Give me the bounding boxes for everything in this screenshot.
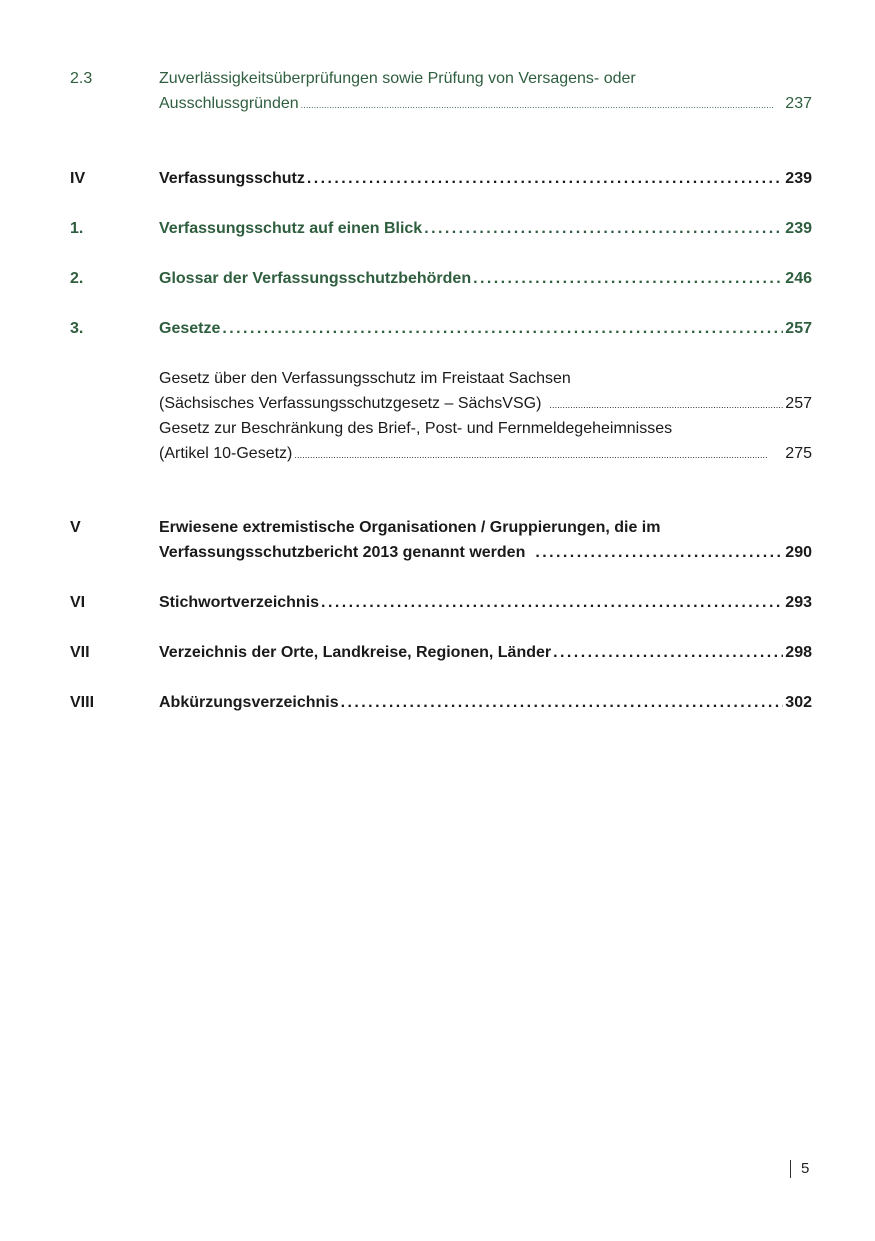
toc-page: 257	[785, 395, 812, 412]
toc-entry-2[interactable]	[70, 266, 812, 291]
toc-leader-line	[159, 690, 812, 715]
toc-page: 293	[785, 594, 812, 611]
toc-number: V	[70, 519, 81, 536]
toc-title: Stichwortverzeichnis	[159, 594, 320, 611]
toc-entry-3[interactable]	[70, 316, 812, 341]
toc-number: 2.3	[70, 70, 93, 87]
toc-title: Glossar der Verfassungsschutzbehörden	[159, 270, 472, 287]
toc-entry-2-3[interactable]	[70, 66, 812, 112]
toc-title: Verzeichnis der Orte, Landkreise, Regionen, Länder	[159, 644, 552, 661]
toc-leader-line	[159, 166, 812, 191]
toc-leader-line	[159, 590, 812, 615]
toc-page: 290	[785, 544, 812, 561]
toc-number: VIII	[70, 694, 95, 711]
toc-page: 246	[785, 270, 812, 287]
toc-title-line-2: Ausschlussgründen	[159, 95, 299, 112]
toc-title: Gesetze	[159, 320, 221, 337]
toc-page: 257	[785, 320, 812, 337]
toc-number: 3.	[70, 320, 84, 337]
leader-dots	[307, 166, 783, 191]
toc-leader-line	[159, 216, 812, 241]
toc-page: 239	[785, 170, 812, 187]
toc-title-line-1: Zuverlässigkeitsüberprüfungen sowie Prüfung von Versagens- oder	[159, 70, 636, 87]
toc-title: Verfassungsschutz auf einen Blick	[159, 220, 423, 237]
toc-page: 275	[785, 445, 812, 462]
leader-dots	[321, 590, 783, 615]
leader-dots	[553, 640, 783, 665]
toc-title: Abkürzungsverzeichnis	[159, 694, 339, 711]
toc-entry-vii[interactable]	[70, 640, 812, 665]
leader-dots	[473, 266, 783, 291]
toc-leader-line	[159, 441, 812, 466]
toc-entry-viii[interactable]	[70, 690, 812, 715]
toc-title-line-1: Erwiesene extremistische Organisationen / Gruppierungen, die im	[159, 519, 661, 536]
toc-title-line-2: (Sächsisches Verfassungsschutzgesetz – SächsVSG)	[159, 395, 542, 412]
toc-leader-line	[159, 640, 812, 665]
toc-entry-iv[interactable]	[70, 166, 812, 191]
page-number: 5	[801, 1160, 810, 1177]
toc-title-line-2: (Artikel 10-Gesetz)	[159, 445, 293, 462]
toc-number: VII	[70, 644, 90, 661]
toc-entry-vi[interactable]	[70, 590, 812, 615]
toc-page: 239	[785, 220, 812, 237]
toc-number: 2.	[70, 270, 84, 287]
toc-title: Verfassungsschutz	[159, 170, 305, 187]
footer-divider	[790, 1160, 791, 1178]
page-footer	[790, 1160, 809, 1178]
leader-dots	[341, 690, 784, 715]
toc-leader-line	[159, 316, 812, 341]
toc-entry-v[interactable]	[70, 515, 812, 561]
toc-leader-line	[159, 91, 812, 116]
toc-title-line-2: Verfassungsschutzbericht 2013 genannt werden	[159, 544, 526, 561]
toc-number: 1.	[70, 220, 84, 237]
toc-entry-1[interactable]	[70, 216, 812, 241]
toc-leader-line	[159, 391, 812, 416]
leader-dots	[294, 441, 783, 468]
toc-leader-line	[159, 266, 812, 291]
toc-number: IV	[70, 170, 86, 187]
leader-dots	[222, 316, 783, 341]
leader-dots	[301, 91, 784, 118]
leader-dots	[549, 391, 783, 418]
leader-dots	[535, 540, 783, 565]
toc-title-line-1: Gesetz zur Beschränkung des Brief-, Post- und Fernmeldegeheimnisses	[159, 420, 673, 437]
toc-page: 302	[785, 694, 812, 711]
toc-leader-line	[159, 540, 812, 565]
toc-page: 237	[785, 95, 812, 112]
toc-title-line-1: Gesetz über den Verfassungsschutz im Freistaat Sachsen	[159, 370, 571, 387]
leader-dots	[424, 216, 783, 241]
toc-page: 298	[785, 644, 812, 661]
toc-number: VI	[70, 594, 86, 611]
